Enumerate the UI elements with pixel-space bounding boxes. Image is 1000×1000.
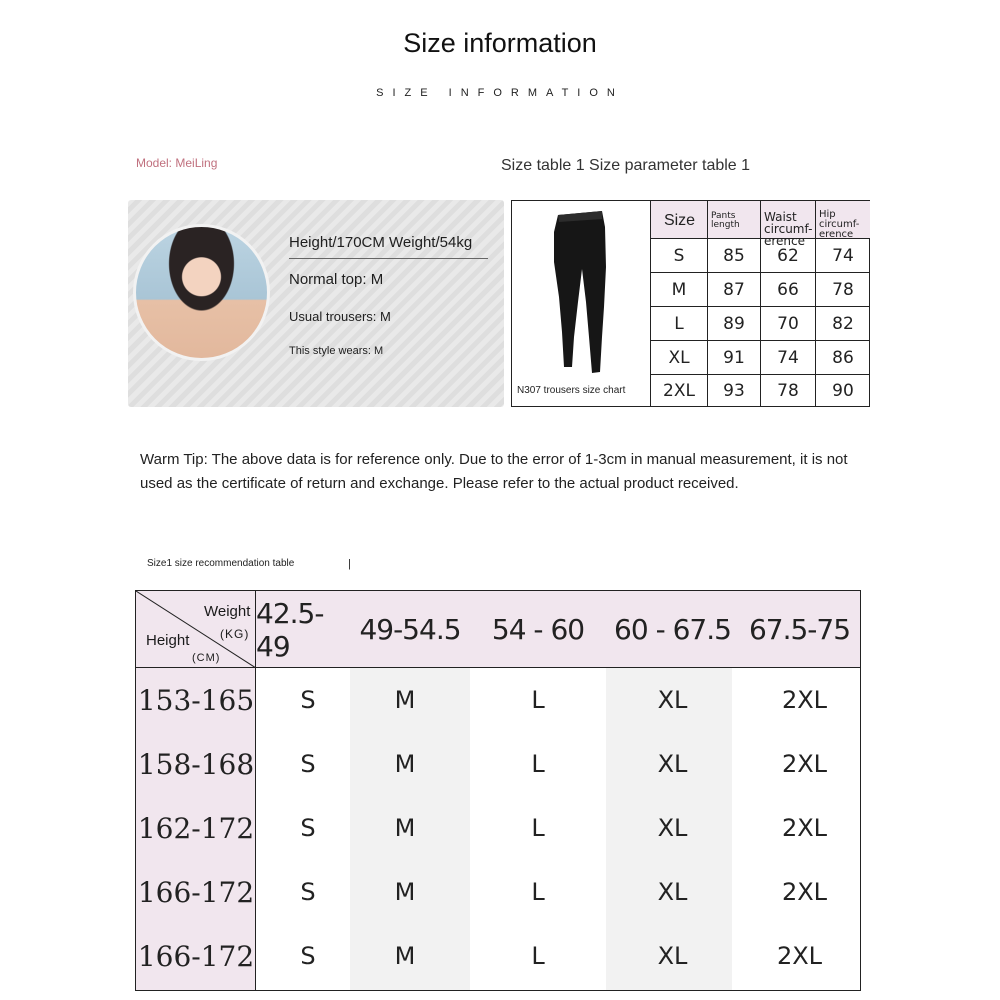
size-cell: 2XL [781,686,828,714]
size-table-row [651,340,870,374]
recommendation-header [136,591,860,668]
size-table-cell: 78 [815,273,870,306]
size-table-cell: 70 [760,307,815,340]
height-range: 153-165 [137,683,255,717]
recommendation-caption: Size1 size recommendation table [147,558,295,569]
size-parameter-table [651,200,870,407]
size-table-cell: 62 [760,239,815,272]
weight-range: 49-54.5 [359,613,461,646]
recommendation-corner-cell [136,591,256,668]
size-table-cell: 86 [815,341,870,374]
height-range: 158-168 [137,747,255,781]
size-cell: XL [657,814,688,842]
size-table-cell: 87 [707,273,760,306]
page-title: Size information [403,28,597,58]
size-table-row [651,272,870,306]
weight-range: 54 - 60 [491,613,585,646]
weight-unit: (KG) [220,627,250,641]
size-table-header-cell: Hip circumf-erence [815,201,870,238]
model-normal-top: Normal top: M [289,271,384,288]
size-cell: L [531,942,545,970]
size-table-cell: XL [668,347,690,368]
model-this-style: This style wears: M [289,345,384,357]
size-cell: L [531,750,545,778]
size-cell: M [394,686,416,714]
height-unit: (CM) [192,652,221,664]
size-cell: M [394,878,416,906]
recommendation-row [136,668,860,732]
height-label: Height [146,632,190,649]
weight-range: 60 - 67.5 [614,613,731,646]
page-subtitle: SIZE INFORMATION [376,87,624,99]
model-usual-trousers: Usual trousers: M [289,309,391,324]
size-cell: XL [657,878,688,906]
size-table-cell: 90 [815,375,870,406]
model-avatar [133,224,270,361]
size-table-header-cell: Size [663,212,696,229]
size-table-cell: M [671,279,687,300]
recommendation-row [136,796,860,860]
size-table-cell: 74 [760,341,815,374]
size-cell: S [300,750,316,778]
size-table-cell: 78 [760,375,815,406]
size-cell: S [300,942,316,970]
size-cell: L [531,814,545,842]
model-label: Model: MeiLing [136,156,218,170]
size-table-row [651,238,870,272]
size-cell: S [300,814,316,842]
trousers-image [542,207,622,377]
size-table-cell: 89 [707,307,760,340]
height-range: 166-172 [137,875,255,909]
size-table-cell: 91 [707,341,760,374]
size-cell: M [394,942,416,970]
size-table-cell: L [674,313,684,334]
weight-label: Weight [204,603,251,620]
size-cell: 2XL [776,942,823,970]
size-table-row [651,374,870,406]
size-cell: S [300,878,316,906]
weight-range: 42.5-49 [256,596,324,663]
size-table-cell: S [673,245,685,266]
size-cell: M [394,814,416,842]
height-range: 166-172 [137,939,255,973]
size-cell: M [394,750,416,778]
size-table-caption: Size table 1 Size parameter table 1 [501,157,751,174]
recommendation-row [136,924,860,988]
size-cell: L [531,686,545,714]
recommendation-row [136,860,860,924]
weight-range: 67.5-75 [748,613,851,646]
size-table-header-cell: Waist circumf-erence [760,201,815,238]
size-cell: XL [657,686,688,714]
size-cell: L [531,878,545,906]
size-table-cell: 2XL [663,380,695,401]
size-cell: 2XL [781,814,828,842]
size-table-cell: 66 [760,273,815,306]
recommendation-row [136,732,860,796]
recommendation-body [136,668,860,990]
model-divider [289,258,488,259]
size-table-header-cell: Pants length [707,201,760,238]
size-table-cell: 93 [707,375,760,406]
size-table-cell: 85 [707,239,760,272]
warm-tip: Warm Tip: The above data is for reference only. Due to the error of 1-3cm in manual measurement, it is not used as the certificate of return and exchange. Please refer to the actual product received. [140,451,848,492]
size-recommendation-table [135,590,861,991]
size-cell: XL [657,750,688,778]
recommendation-caption-mark: | [348,558,351,570]
size-cell: XL [657,942,688,970]
height-range: 162-172 [137,811,255,845]
size-cell: S [300,686,316,714]
product-caption: N307 trousers size chart [517,385,626,396]
size-cell: 2XL [781,750,828,778]
size-table-cell: 74 [815,239,870,272]
size-table-header [651,201,870,248]
size-table-cell: 82 [815,307,870,340]
model-height-weight: Height/170CM Weight/54kg [289,234,473,251]
product-image-cell [511,200,651,407]
size-table-row [651,306,870,340]
size-cell: 2XL [781,878,828,906]
